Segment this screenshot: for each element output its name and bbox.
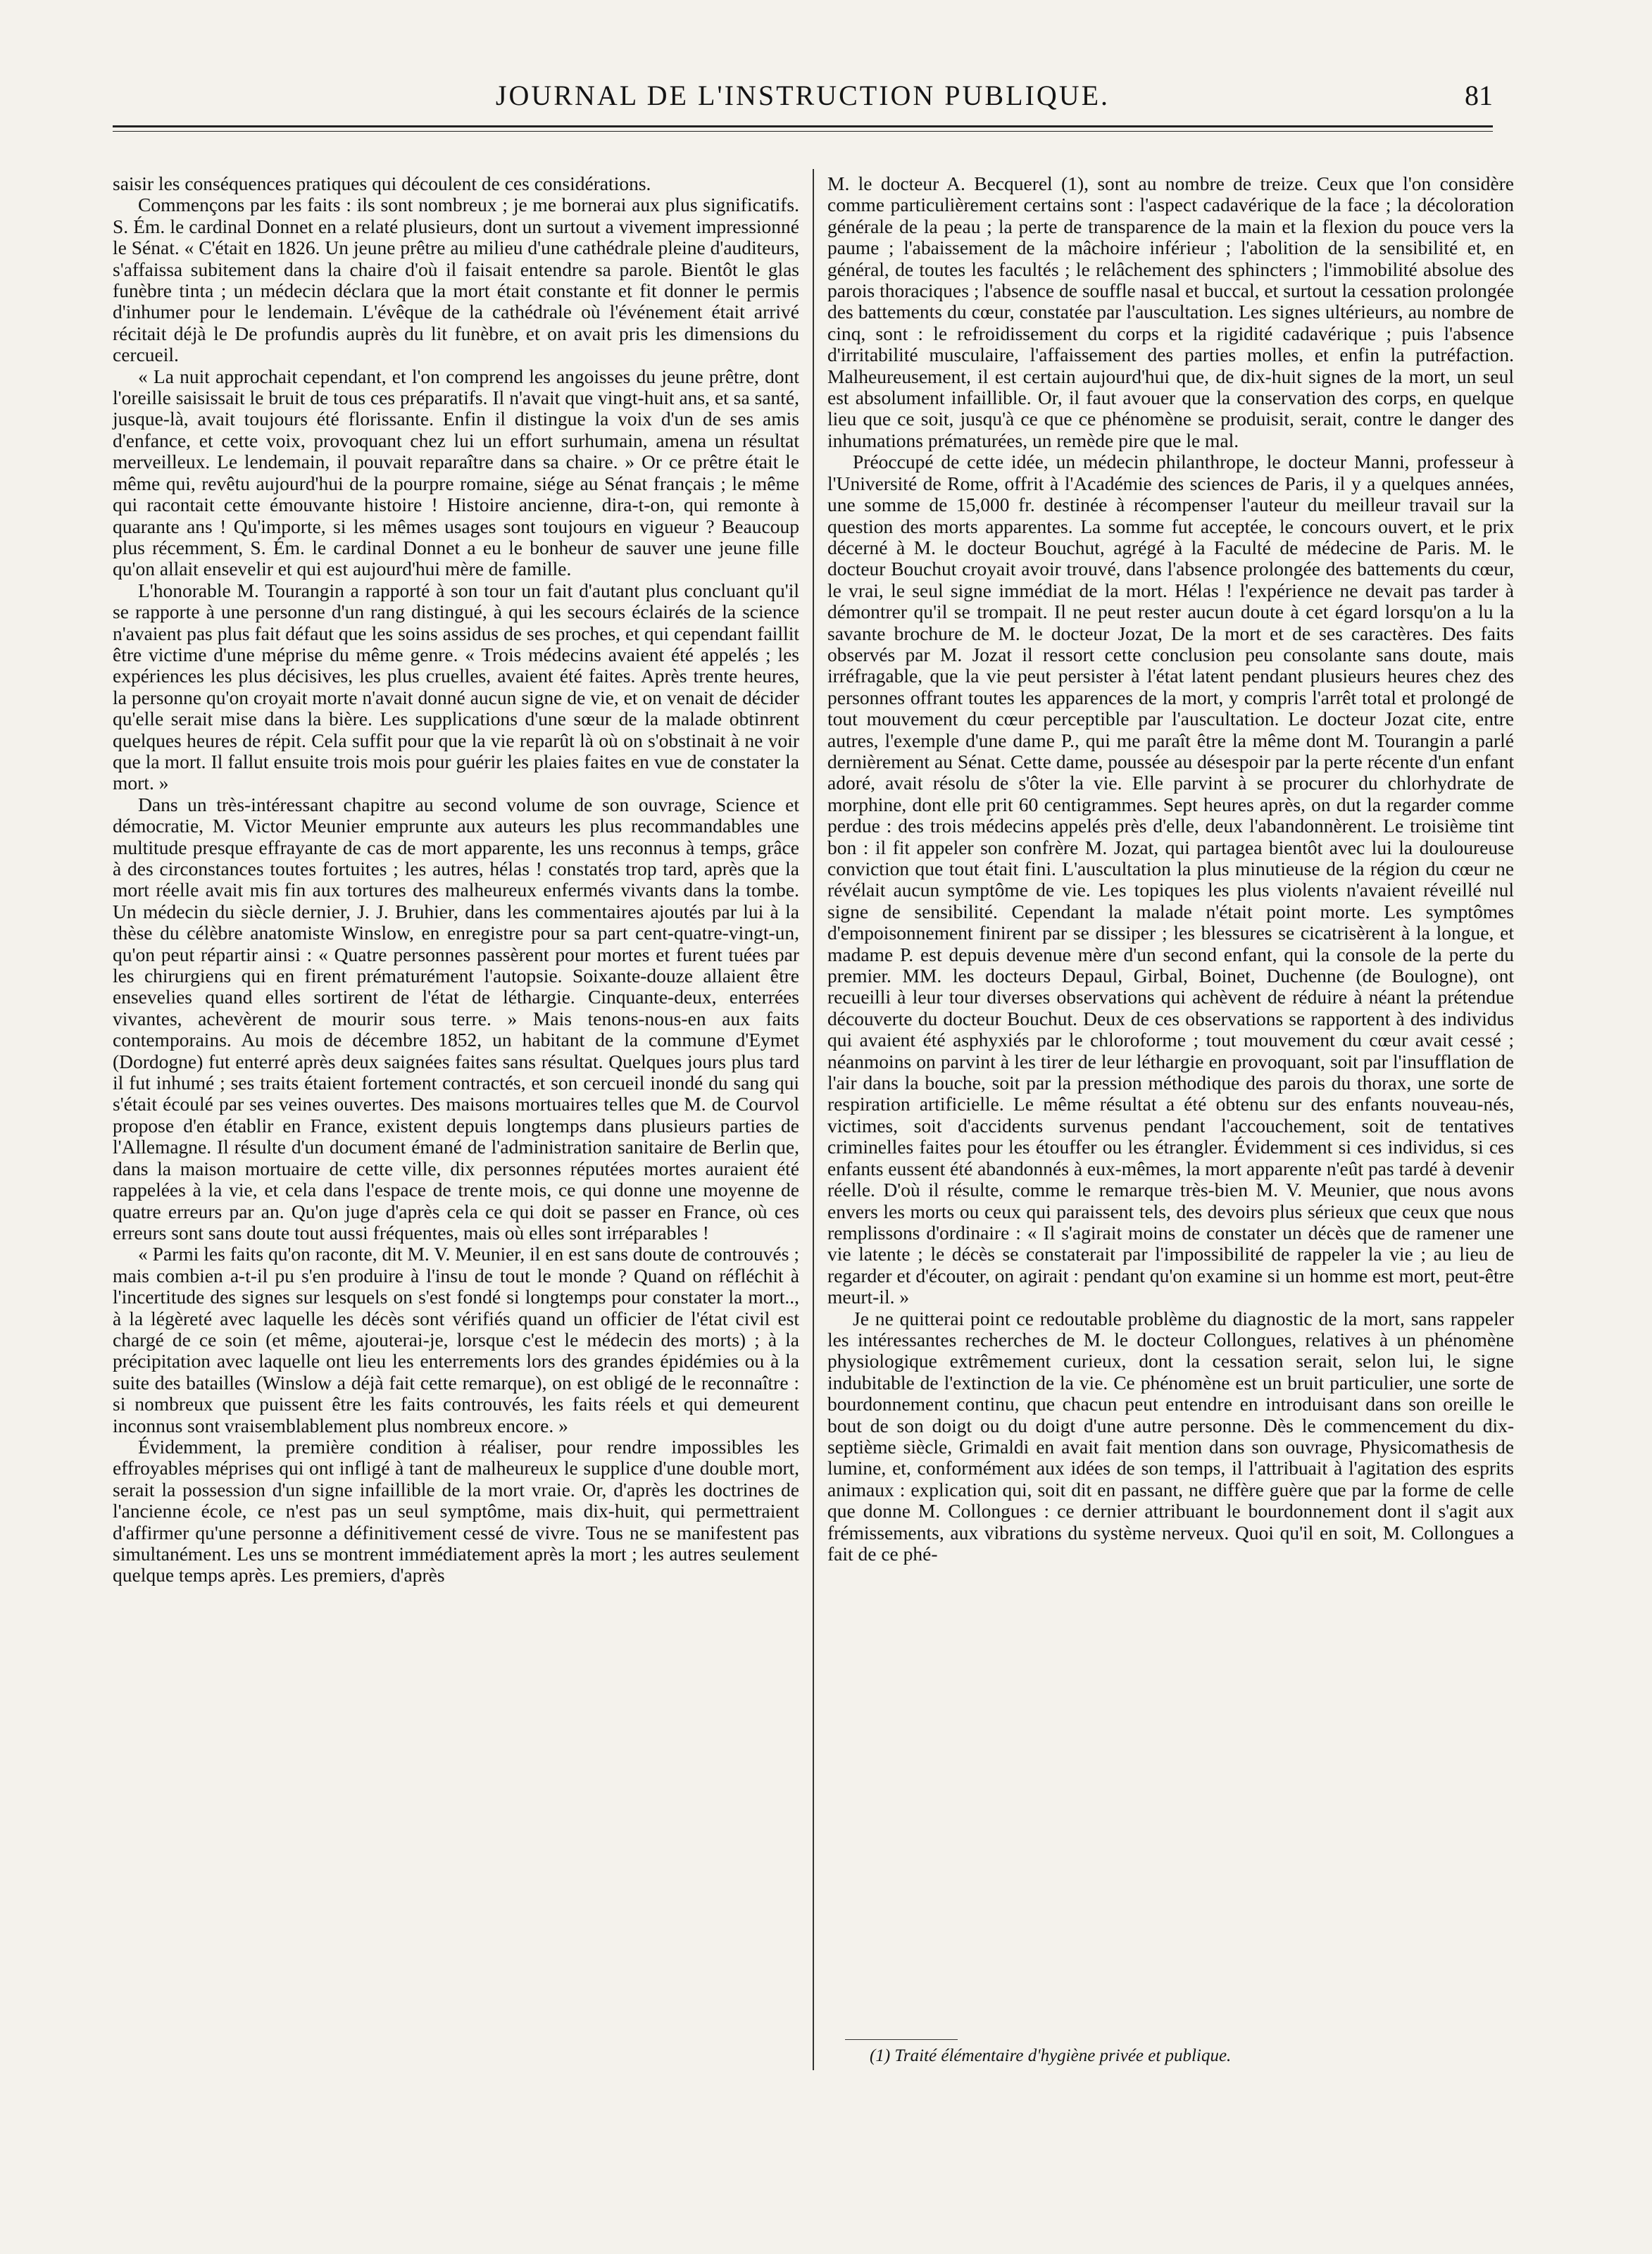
footnote-rule [845, 2039, 958, 2040]
paragraph: Je ne quitterai point ce redoutable problème du diagnostic de la mort, sans rappeler les intéressantes recherches de M. le docteur Collongues, relatives à un phénomène physiologique extrêmement curieux, dont la cessation serait, selon lui, le signe indubitable de l'extinction de la vie. Ce phénomène est un bruit particulier, une sorte de bourdonnement continu, que chacun peut entendre en introduisant dans son oreille le bout de son doigt ou du doigt d'une autre personne. Dès le commencement du dix-septième siècle, Grimaldi en avait fait mention dans son ouvrage, Physicomathesis de lumine, et, conformément aux idées de son temps, il l'attribuait à l'agitation des esprits animaux : explication qui, soit dit en passant, ne diffère guère que par la forme de celle que donne M. Collongues : ce dernier attribuant le bourdonnement dont il s'agit aux frémissements, aux vibrations du système nerveux. Quoi qu'il en soit, M. Collongues a fait de ce phé- [827, 1307, 1514, 1565]
page-header [113, 79, 1493, 121]
paragraph: Préoccupé de cette idée, un médecin philanthrope, le docteur Manni, professeur à l'Université de Rome, offrit à l'Académie des sciences de Paris, il y a quelques années, une somme de 15,000 fr. destinée à récompenser l'auteur du meilleur travail sur la question des morts apparentes. La somme fut acceptée, le concours ouvert, et le prix décerné à M. le docteur Bouchut, agrégé à la Faculté de médecine de Paris. M. le docteur Bouchut croyait avoir trouvé, dans l'absence prolongée des battements du cœur, le vrai, le seul signe immédiat de la mort. Hélas ! l'expérience ne devait pas tarder à démontrer qu'il se trompait. Il ne peut rester aucun doute à cet égard lorsqu'on a lu la savante brochure de M. le docteur Jozat, De la mort et de ses caractères. Des faits observés par M. Jozat il ressort cette conclusion peu consolante sans doute, mais irréfragable, que la vie peut persister à l'état latent pendant plusieurs heures chez des personnes offrant toutes les apparences de la mort, y compris l'arrêt total et prolongé de tout mouvement du cœur perceptible par l'auscultation. Le docteur Jozat cite, entre autres, l'exemple d'une dame P., qui me paraît être la même dont M. Tourangin a parlé dernièrement au Sénat. Cette dame, poussée au désespoir par la perte récente d'un enfant adoré, avait résolu de s'ôter la vie. Elle parvint à se procurer du chlorhydrate de morphine, dont elle prit 60 centigrammes. Sept heures après, on dut la regarder comme perdue : des trois médecins appelés près d'elle, deux l'abandonnèrent. Le troisième tint bon : il fit appeler son confrère M. Jozat, qui partagea bientôt avec lui la douloureuse conviction que tout était fini. L'auscultation la plus minutieuse de la région du cœur ne révélait aucun symptôme de vie. Les topiques les plus violents n'avaient réveillé nul signe de sensibilité. Cependant la malade n'était point morte. Les symptômes d'empoisonnement finirent par se dissiper ; les blessures se cicatrisèrent à la longue, et madame P. est depuis devenue mère d'un second enfant, qui la console de la perte du premier. MM. les docteurs Depaul, Girbal, Boinet, Duchenne (de Boulogne), ont recueilli à leur tour diverses observations qui achèvent de réduire à néant la prétendue découverte du docteur Bouchut. Deux de ces observations se rapportent à des individus qui avaient été asphyxiés par le chloroforme ; tout mouvement du cœur avait cessé ; néanmoins on parvint à les tirer de leur léthargie en provoquant, soit par l'insufflation de l'air dans la bouche, soit par la pression méthodique des parois du thorax, une sorte de respiration artificielle. Le même résultat a été obtenu sur des enfants nouveau-nés, victimes, soit d'accidents survenus pendant l'accouchement, soit de tentatives criminelles faites pour les étouffer ou les étrangler. Évidemment si ces individus, si ces enfants eussent été abandonnés à eux-mêmes, la mort apparente n'eût pas tardé à devenir réelle. D'où il résulte, comme le remarque très-bien M. V. Meunier, que nous avons envers les morts ou ceux qui paraissent tels, des devoirs plus sérieux que ceux que nous remplissons d'ordinaire : « Il s'agirait moins de constater un décès que de ramener une vie latente ; le décès se constaterait par l'impossibilité de rappeler la vie ; au lieu de regarder et d'écouter, on agirait : pendant qu'on examine si un homme est mort, peut-être meurt-il. » [827, 451, 1514, 1308]
paragraph: L'honorable M. Tourangin a rapporté à son tour un fait d'autant plus concluant qu'il se rapporte à une personne d'un rang distingué, à qui les secours éclairés de la science n'avaient pas plus fait défaut que les soins assidus de ses proches, et qui cependant faillit être victime d'une méprise du même genre. « Trois médecins avaient été appelés ; les expériences les plus décisives, les plus cruelles, avaient été faites. Après trente heures, la personne qu'on croyait morte n'avait donné aucun signe de vie, et on venait de décider qu'elle serait mise dans la bière. Les supplications d'une sœur de la malade obtinrent quelques heures de répit. Cela suffit pour que la vie reparût là où on s'obstinait à ne voir que la mort. Il fallut ensuite trois mois pour guérir les plaies faites en vue de constater la mort. » [113, 579, 799, 794]
header-rule-thin [113, 131, 1493, 132]
right-column [827, 173, 1514, 1565]
paragraph: Commençons par les faits : ils sont nombreux ; je me bornerai aux plus significatifs. S. Ém. le cardinal Donnet en a relaté plusieurs, dont un surtout a vivement impressionné le Sénat. « C'était en 1826. Un jeune prêtre au milieu d'une cathédrale pleine d'auditeurs, s'affaissa subitement dans la chaire d'où il faisait entendre sa parole. Bientôt le glas funèbre tinta ; un médecin déclara que la mort était constante et fit donner le permis d'inhumer pour le lendemain. L'évêque de la cathédrale où l'événement était arrivé récitait déjà le De profundis auprès du lit funèbre, et on avait pris les dimensions du cercueil. [113, 194, 799, 366]
paragraph: Évidemment, la première condition à réaliser, pour rendre impossibles les effroyables méprises qui ont infligé à tant de malheureux le supplice d'une double mort, serait la possession d'un signe infaillible de la mort vraie. Or, d'après les doctrines de l'ancienne école, ce n'est pas un seul symptôme, mais dix-huit, qui permettraient d'affirmer qu'une personne a définitivement cessé de vivre. Tous ne se manifestent pas simultanément. Les uns se montrent immédiatement après la mort ; les autres seulement quelque temps après. Les premiers, d'après [113, 1435, 799, 1586]
column-divider [813, 169, 814, 2070]
left-column [113, 173, 799, 1586]
paragraph: saisir les conséquences pratiques qui découlent de ces considérations. [113, 173, 651, 194]
footnote: (1) Traité élémentaire d'hygiène privée et publique. [870, 2046, 1232, 2065]
paragraph: M. le docteur A. Becquerel (1), sont au nombre de treize. Ceux que l'on considère comme particulièrement certains sont : l'aspect cadavérique de la face ; la décoloration générale de la peau ; la perte de transparence de la main et la flexion du pouce vers la paume ; l'abaissement de la mâchoire inférieur ; l'abolition de la sensibilité et, en général, de toutes les facultés ; le relâchement des sphincters ; l'immobilité absolue des parois thoraciques ; l'absence de souffle nasal et buccal, et surtout la cessation prolongée des battements du cœur, constatée par l'auscultation. Les signes ultérieurs, au nombre de cinq, sont : le refroidissement du corps et la rigidité cadavérique ; puis l'absence d'irritabilité musculaire, l'affaissement des parties molles, et enfin la putréfaction. Malheureusement, il est certain aujourd'hui que, de dix-huit signes de la mort, un seul est absolument infaillible. Or, il faut avouer que la conservation des corps, en quelque lieu que ce soit, jusqu'à ce que ce phénomène se produisit, serait, contre le danger des inhumations prématurées, un remède pire que le mal. [827, 173, 1514, 451]
paragraph: « Parmi les faits qu'on raconte, dit M. V. Meunier, il en est sans doute de controuvés ; mais combien a-t-il pu s'en produire à l'insu de tout le monde ? Quand on réfléchit à l'incertitude des signes sur lesquels on s'est fondé si longtemps pour constater la mort.., à la légèreté avec laquelle les décès sont vérifiés quand un officier de l'état civil est chargé de ce soin (et même, ajouterai-je, lorsque c'est le médecin des morts) ; à la précipitation avec laquelle ont lieu les enterrements lors des grandes épidémies ou à la suite des batailles (Winslow a déjà fait cette remarque), on est obligé de le reconnaître : si nombreux que puissent être les faits controuvés, les faits réels et qui demeurent inconnus sont vraisemblablement plus nombreux encore. » [113, 1243, 799, 1436]
paragraph: « La nuit approchait cependant, et l'on comprend les angoisses du jeune prêtre, dont l'oreille saisissait le bruit de tous ces préparatifs. Il n'avait que vingt-huit ans, et sa santé, jusque-là, avait toujours été florissante. Enfin il distingue la voix d'un de ses amis d'enfance, et cette voix, provoquant chez lui un effort surhumain, amena un résultat merveilleux. Le lendemain, il pouvait reparaître dans sa chaire. » Or ce prêtre était le même qui, revêtu aujourd'hui de la pourpre romaine, siége au Sénat français ; le même qui racontait cette émouvante histoire ! Histoire ancienne, dira-t-on, qui remonte à quarante ans ! Qu'importe, si les mêmes usages sont toujours en vigueur ? Beaucoup plus récemment, S. Ém. le cardinal Donnet a eu le bonheur de sauver une jeune fille qu'on allait ensevelir et qui est aujourd'hui mère de famille. [113, 365, 799, 580]
header-rule [113, 125, 1493, 127]
page-number: 81 [1465, 80, 1493, 111]
paragraph: Dans un très-intéressant chapitre au second volume de son ouvrage, Science et démocratie, M. Victor Meunier emprunte aux auteurs les plus recommandables une multitude presque effrayante de cas de mort apparente, les uns reconnus à temps, grâce à des circonstances toutes fortuites ; les autres, hélas ! constatés trop tard, après que la mort réelle avait mis fin aux tortures des malheureux enfermés vivants dans la tombe. Un médecin du siècle dernier, J. J. Bruhier, dans les commentaires ajoutés par lui à la thèse du célèbre anatomiste Winslow, en enregistre pour sa part cent-quatre-vingt-un, qu'on peut répartir ainsi : « Quatre personnes passèrent pour mortes et furent tuées par les chirurgiens qui en firent prématurément l'autopsie. Soixante-douze allaient être ensevelies quand elles sortirent de l'état de léthargie. Cinquante-deux, enterrées vivantes, achevèrent de mourir sous terre. » Mais tenons-nous-en aux faits contemporains. Au mois de décembre 1852, un habitant de la commune d'Eymet (Dordogne) fut enterré après deux saignées faites sans résultat. Quelques jours plus tard il fut inhumé ; ses traits étaient fortement contractés, et son cercueil inondé du sang qui s'était écoulé par ses veines ouvertes. Des maisons mortuaires telles que M. de Courvol propose d'en établir en France, existent depuis longtemps dans plusieurs parties de l'Allemagne. Il résulte d'un document émané de l'administration sanitaire de Berlin que, dans la maison mortuaire de cette ville, dix personnes réputées mortes auraient été rappelées à la vie, et cela dans l'espace de trente mois, ce qui donne une moyenne de quatre erreurs par an. Qu'on juge d'après cela ce qui doit se passer en France, où ces erreurs sont sans doute tout aussi fréquentes, mais où elles sont irréparables ! [113, 793, 799, 1244]
journal-title: JOURNAL DE L'INSTRUCTION PUBLIQUE. [495, 80, 1110, 111]
